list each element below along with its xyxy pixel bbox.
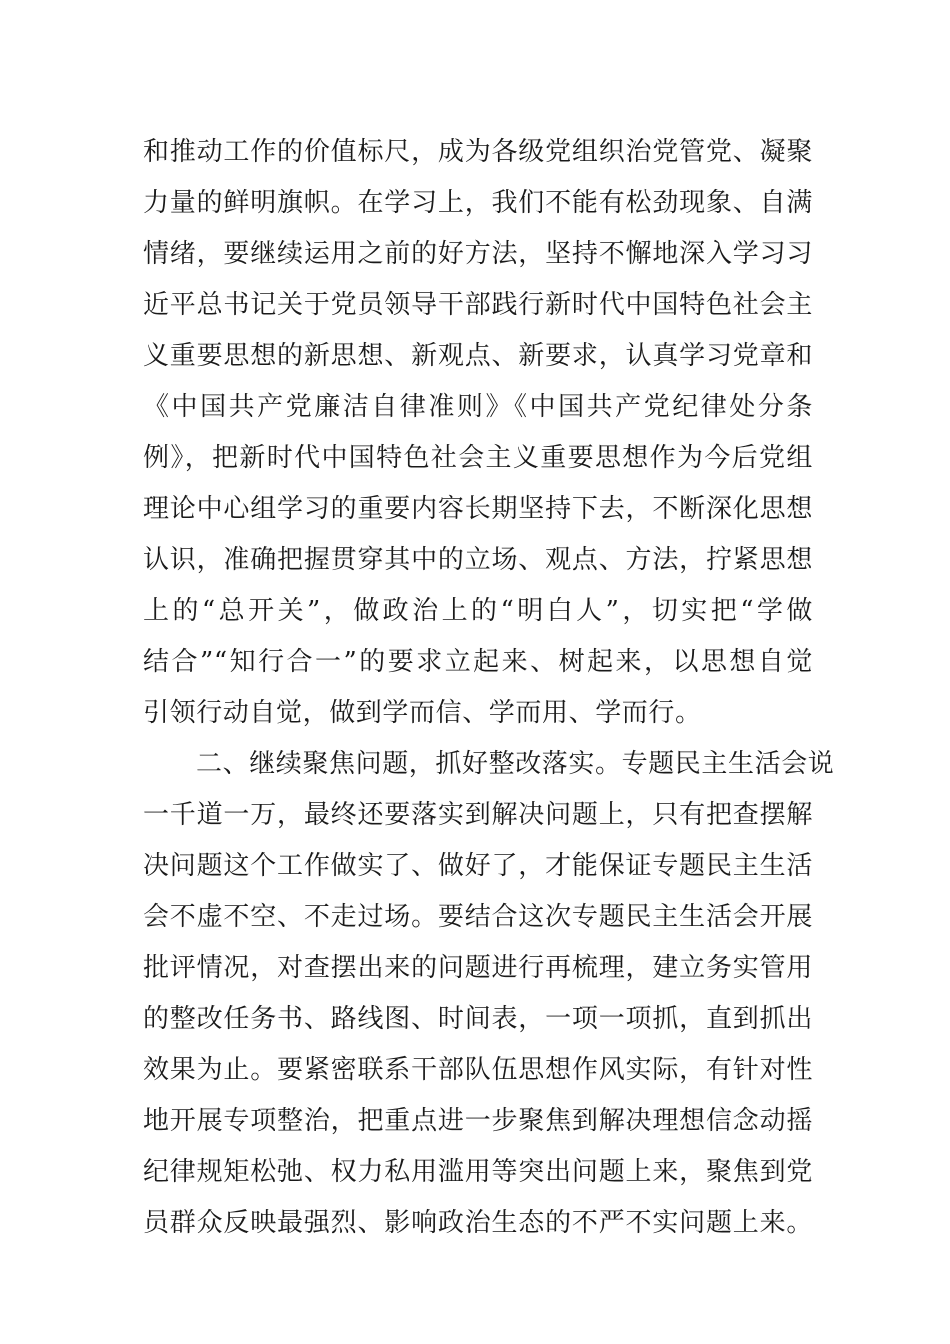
text-line: 近平总书记关于党员领导干部践行新时代中国特色社会主 <box>143 290 813 320</box>
text-line: 纪律规矩松弛、权力私用滥用等突出问题上来，聚焦到党 <box>143 1157 813 1187</box>
text-line: 和推动工作的价值标尺，成为各级党组织治党管党、凝聚 <box>143 137 813 167</box>
text-line: 效果为止。要紧密联系干部队伍思想作风实际，有针对性 <box>143 1055 813 1085</box>
text-line: 员群众反映最强烈、影响政治生态的不严不实问题上来。 <box>143 1208 813 1238</box>
text-line: 批评情况，对查摆出来的问题进行再梳理，建立务实管用 <box>143 953 813 983</box>
text-line: 结合”“知行合一”的要求立起来、树起来，以思想自觉 <box>143 647 813 677</box>
text-line: 一千道一万，最终还要落实到解决问题上，只有把查摆解 <box>143 800 813 830</box>
paragraph-end-line: 引领行动自觉，做到学而信、学而用、学而行。 <box>143 698 702 728</box>
text-line: 力量的鲜明旗帜。在学习上，我们不能有松劲现象、自满 <box>143 188 813 218</box>
text-line: 《中国共产党廉洁自律准则》《中国共产党纪律处分条 <box>143 392 813 422</box>
text-line: 的整改任务书、路线图、时间表，一项一项抓，直到抓出 <box>143 1004 813 1034</box>
text-line: 认识，准确把握贯穿其中的立场、观点、方法，拧紧思想 <box>143 545 813 575</box>
text-line: 会不虚不空、不走过场。要结合这次专题民主生活会开展 <box>143 902 813 932</box>
text-line: 义重要思想的新思想、新观点、新要求，认真学习党章和 <box>143 341 813 371</box>
section-heading-line: 二、继续聚焦问题，抓好整改落实。专题民主生活会说 <box>196 749 835 779</box>
text-line: 情绪，要继续运用之前的好方法，坚持不懈地深入学习习 <box>143 239 813 269</box>
text-line: 地开展专项整治，把重点进一步聚焦到解决理想信念动摇 <box>143 1106 813 1136</box>
text-line: 理论中心组学习的重要内容长期坚持下去，不断深化思想 <box>143 494 813 524</box>
text-line: 上的“总开关”，做政治上的“明白人”，切实把“学做 <box>143 596 813 626</box>
text-line: 例》，把新时代中国特色社会主义重要思想作为今后党组 <box>143 443 813 473</box>
text-line: 决问题这个工作做实了、做好了，才能保证专题民主生活 <box>143 851 813 881</box>
